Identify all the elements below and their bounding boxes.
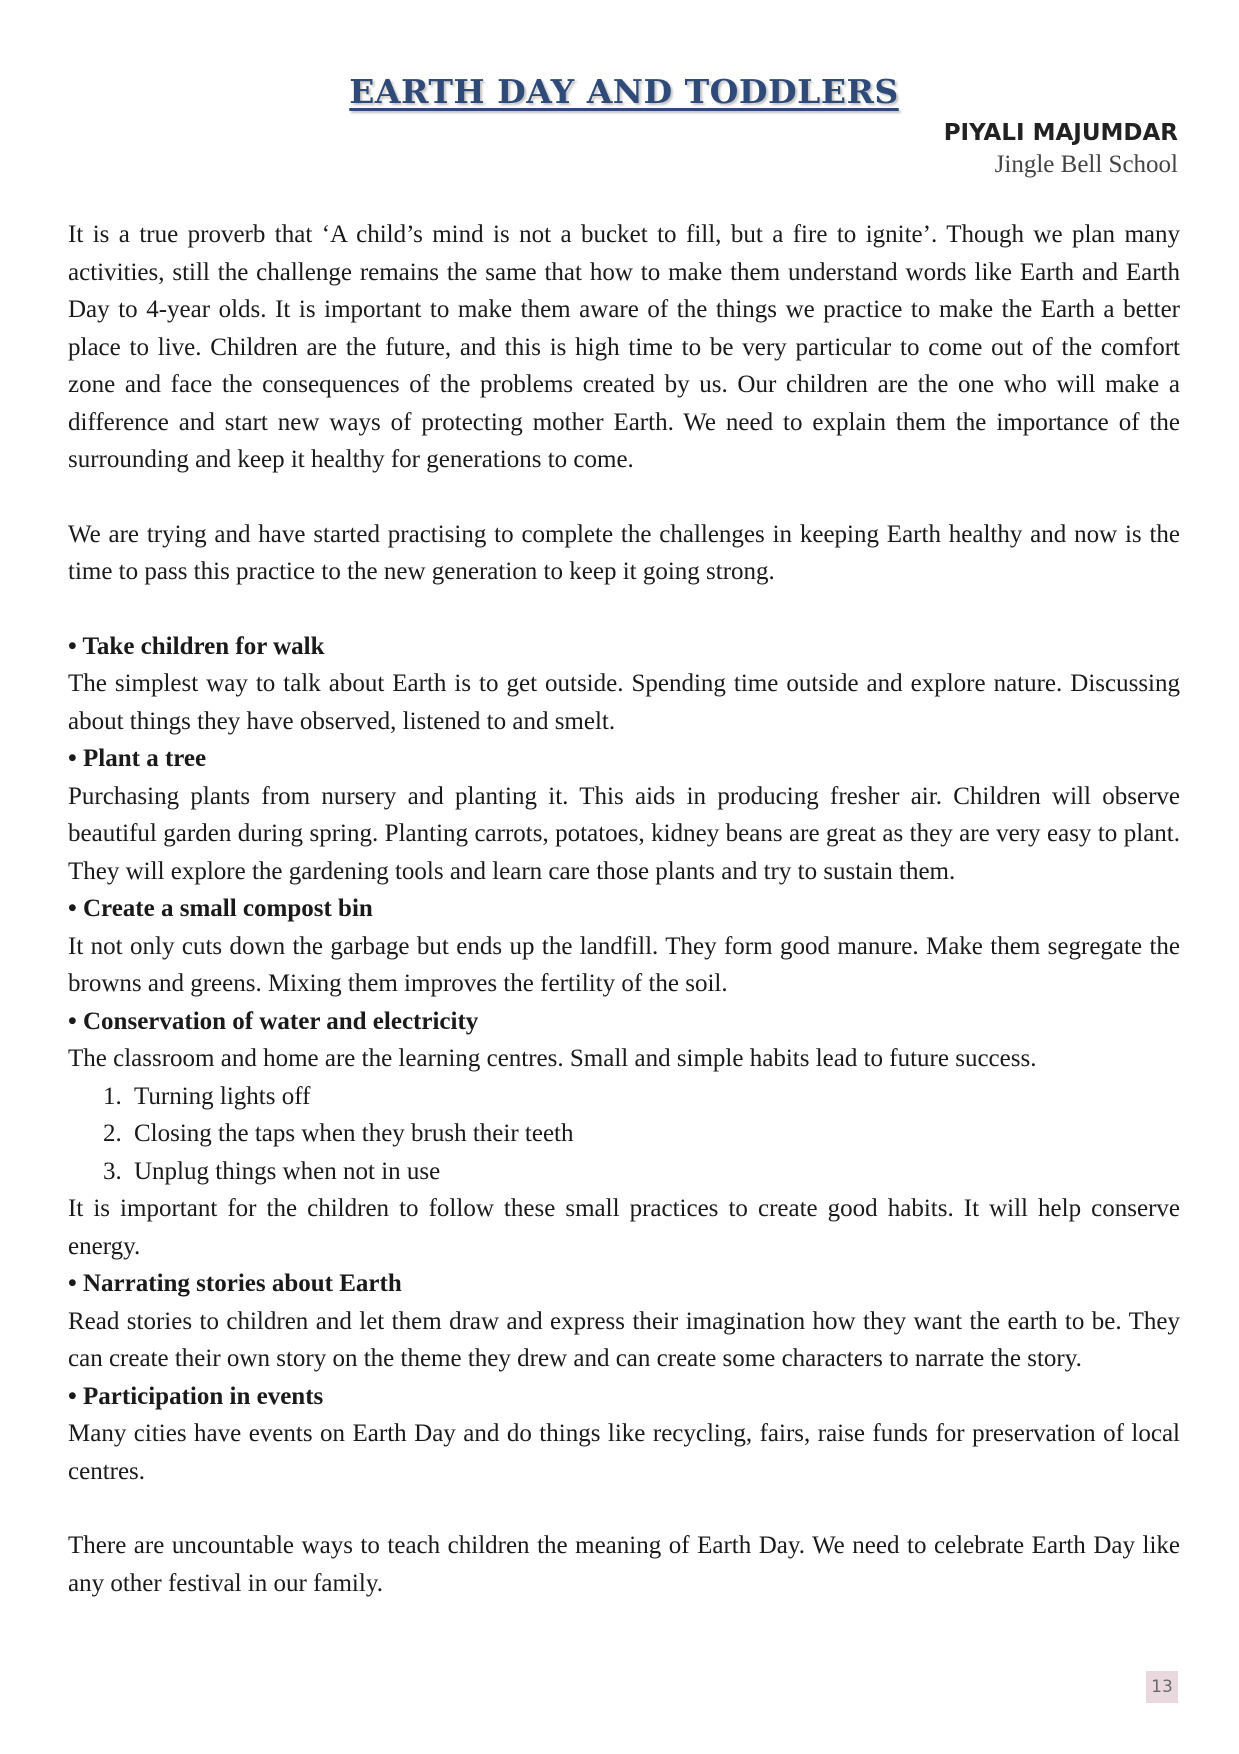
intro-paragraph: We are trying and have started practising to complete the challenges in keeping Earth healthy and now is the time to pass this practice to the new generation to keep it going strong. (68, 520, 1180, 585)
section-text-walk: The simplest way to talk about Earth is to get outside. Spending time outside and explore nature. Discussing about things they have observed, listened to and smelt. (68, 670, 1180, 735)
author-name: PIYALI MAJUMDAR (943, 120, 1178, 146)
intro-paragraph: It is a true proverb that ‘A child’s mind is not a bucket to fill, but a fire to ignite’. Though we plan many activities, still the challenge remains the same that how to make them understand words like Earth and Earth Day to 4-year olds. It is important to make them aware of the things we practice to make the Earth a better place to live. Children are the future, and this is high time to be very particular to come out of the comfort zone and face the consequences of the problems created by us. Our children are the one who will make a difference and start new ways of protecting mother Earth. We need to explain them the importance of the surrounding and keep it healthy for generations to come. (68, 221, 1180, 473)
habit-item: 2. Closing the taps when they brush their teeth (128, 1115, 1180, 1153)
section-text-tree: Purchasing plants from nursery and planting it. This aids in producing fresher air. Children will observe beautiful garden during spring. Planting carrots, potatoes, kidney beans are great as they are very easy to plant. They will explore the gardening tools and learn care those plants and try to sustain them. (68, 782, 1180, 885)
section-text-conservation-after: It is important for the children to follow these small practices to create good habits. It will help conserve energy. (68, 1195, 1180, 1260)
section-heading-walk: • Take children for walk (68, 632, 325, 660)
section-text-compost: It not only cuts down the garbage but ends up the landfill. They form good manure. Make them segregate the browns and greens. Mixing them improves the fertility of the soil. (68, 932, 1180, 997)
article-title: EARTH DAY AND TODDLERS (349, 72, 899, 111)
author-school: Jingle Bell School (994, 151, 1178, 178)
section-text-conservation: The classroom and home are the learning centres. Small and simple habits lead to future success. (68, 1045, 1037, 1072)
habit-item: 3. Unplug things when not in use (128, 1153, 1180, 1191)
paragraph-gap (68, 1490, 1180, 1527)
section-heading-compost: • Create a small compost bin (68, 895, 373, 922)
article-body (68, 216, 1180, 1602)
section-heading-conservation: • Conservation of water and electricity (68, 1007, 479, 1035)
section-heading-tree: • Plant a tree (68, 745, 207, 772)
page-number-badge: 13 (1146, 1671, 1178, 1703)
conclusion-paragraph: There are uncountable ways to teach children the meaning of Earth Day. We need to celebrate Earth Day like any other festival in our family. (68, 1532, 1180, 1597)
article (68, 70, 1180, 1602)
section-heading-stories: • Narrating stories about Earth (68, 1270, 402, 1297)
section-text-events: Many cities have events on Earth Day and do things like recycling, fairs, raise funds for preservation of local centres. (68, 1420, 1180, 1485)
section-heading-events: • Participation in events (68, 1382, 324, 1410)
paragraph-gap (68, 479, 1180, 516)
section-text-stories: Read stories to children and let them draw and express their imagination how they want the earth to be. They can create their own story on the theme they drew and can create some characters to narrate the story. (68, 1307, 1180, 1372)
habit-item: 1. Turning lights off (128, 1078, 1180, 1116)
habits-list (68, 1078, 1180, 1191)
paragraph-gap (68, 591, 1180, 628)
